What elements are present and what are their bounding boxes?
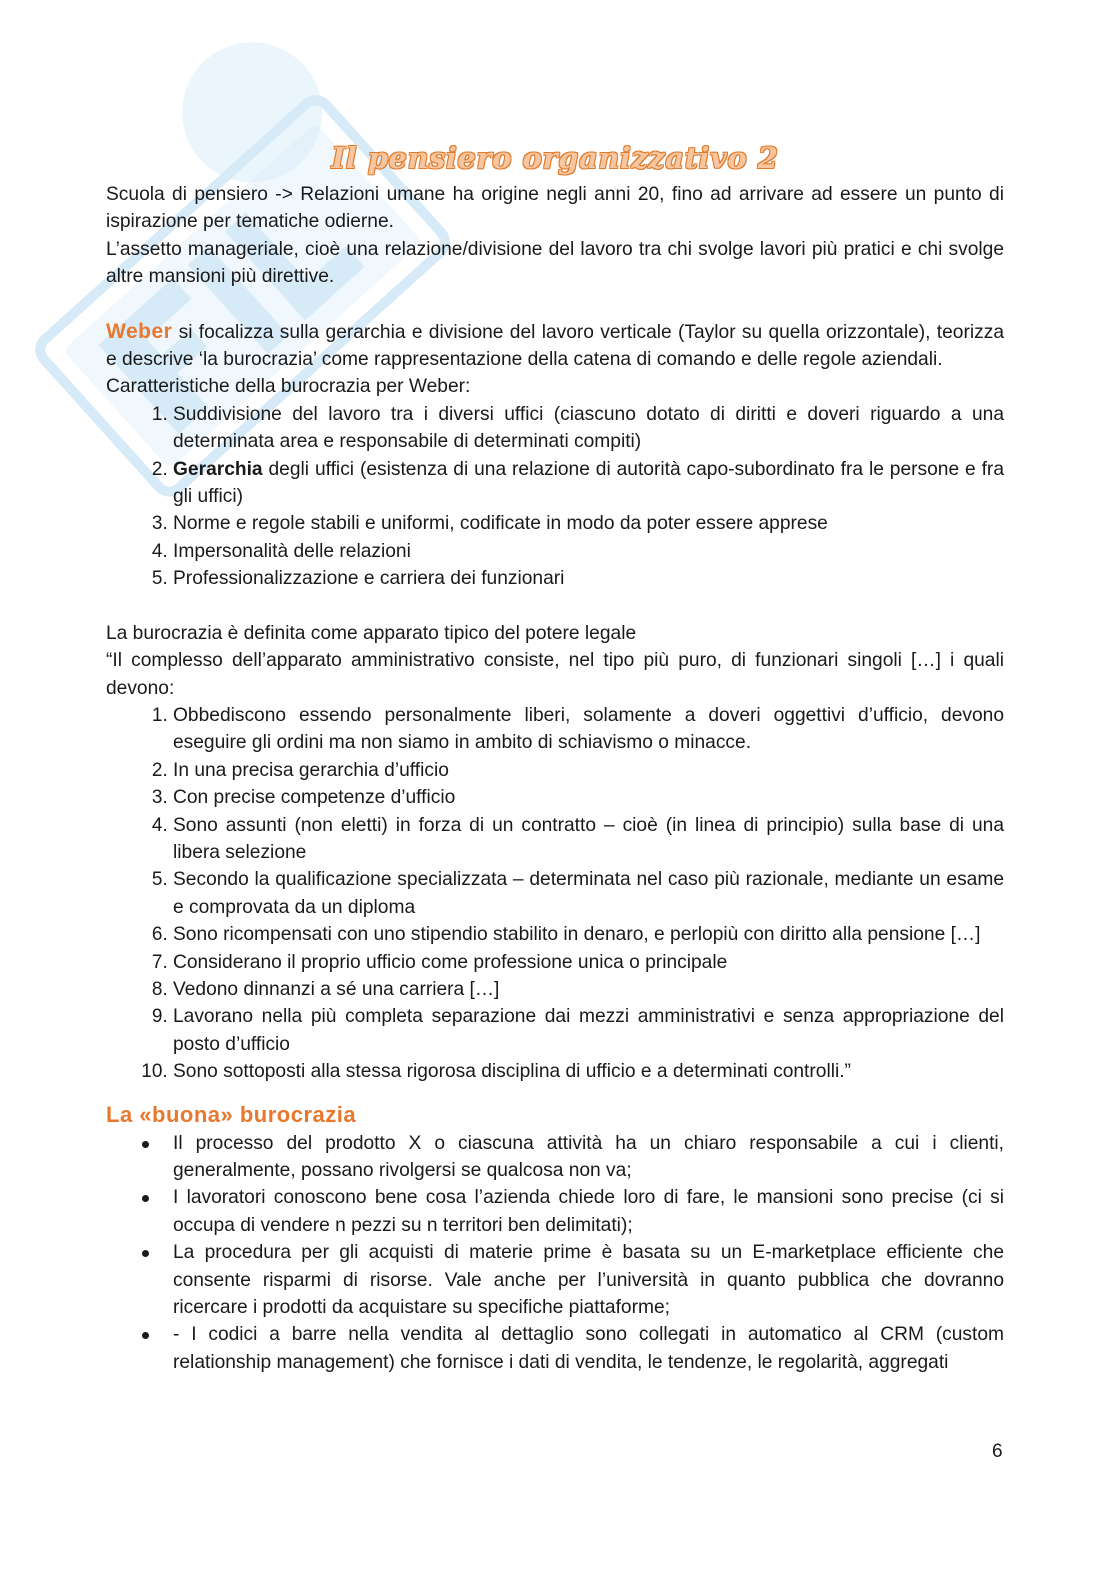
definition-quote: “Il complesso dell’apparato amministrativo consiste, nel tipo più puro, di funzionari singoli […] i quali devono: (106, 650, 1004, 699)
intro-paragraph-1: Scuola di pensiero -> Relazioni umane ha origine negli anni 20, fino ad arrivare ad essere un punto di ispirazione per tematiche odierne. (106, 184, 1004, 233)
list-item: 2. Gerarchia degli uffici (esistenza di una relazione di autorità capo-subordinato fra le persone e fra gli uffici) (173, 456, 1004, 511)
list-item: 5. Professionalizzazione e carriera dei funzionari (173, 565, 1004, 592)
weber-name: Weber (106, 319, 173, 343)
list-item: 3. Con precise competenze d’ufficio (173, 784, 1004, 811)
bullet-icon (142, 1141, 149, 1148)
definition-list (106, 702, 1004, 1086)
bullet-icon (142, 1250, 149, 1257)
list-item: 3. Norme e regole stabili e uniformi, codificate in modo da poter essere apprese (173, 510, 1004, 537)
weber-paragraph (106, 318, 1004, 374)
characteristics-intro: Caratteristiche della burocrazia per Weber: (106, 376, 471, 398)
list-item: 9. Lavorano nella più completa separazione dai mezzi amministrativi e senza appropriazione del posto d’ufficio (173, 1003, 1004, 1058)
bullet-icon (142, 1332, 149, 1339)
bullet-icon (142, 1195, 149, 1202)
list-item: Il processo del prodotto X o ciascuna attività ha un chiaro responsabile a cui i clienti, generalmente, possano rivolgersi se qualcosa non va; (173, 1130, 1004, 1185)
list-item: 7. Considerano il proprio ufficio come professione unica o principale (173, 949, 1004, 976)
list-item: 4. Sono assunti (non eletti) in forza di un contratto – cioè (in linea di principio) sulla base di una libera selezione (173, 812, 1004, 867)
list-item: 10. Sono sottoposti alla stessa rigorosa disciplina di ufficio e a determinati controlli.” (173, 1058, 1004, 1085)
section-heading-good-bureaucracy: La «buona» burocrazia (106, 1101, 357, 1127)
page-content (106, 138, 1004, 1376)
list-item: La procedura per gli acquisti di materie prime è basata su un E-marketplace efficiente che consente risparmi di risorse. Vale anche per l’università in quanto pubblica che dovranno ricercare i prodotti da acquistare su specifiche piattaforme; (173, 1239, 1004, 1321)
list-item: 8. Vedono dinnanzi a sé una carriera […] (173, 976, 1004, 1003)
intro-paragraph-2: L’assetto manageriale, cioè una relazione/divisione del lavoro tra chi svolge lavori più pratici e chi svolge altre mansioni più direttive. (106, 238, 1004, 288)
characteristics-list (106, 401, 1004, 593)
weber-text: si focalizza sulla gerarchia e divisione del lavoro verticale (Taylor su quella orizzontale), teorizza e descrive ‘la burocrazia’ come rappresentazione della catena di comando e delle regole aziendali. (106, 321, 1004, 371)
definition-line: La burocrazia è definita come apparato tipico del potere legale (106, 622, 637, 644)
list-item: 5. Secondo la qualificazione specializzata – determinata nel caso più razionale, mediante un esame e comprovata da un diploma (173, 866, 1004, 921)
list-item: I lavoratori conoscono bene cosa l’azienda chiede loro di fare, le mansioni sono precise (ci si occupa di vendere n pezzi su n territori ben delimitati); (173, 1184, 1004, 1239)
list-item: 1. Suddivisione del lavoro tra i diversi uffici (ciascuno dotato di diritti e doveri riguardo a una determinata area e responsabile di determinati compiti) (173, 401, 1004, 456)
list-item: - I codici a barre nella vendita al dettaglio sono collegati in automatico al CRM (custom relationship management) che fornisce i dati di vendita, le tendenze, le regolarità, aggregati (173, 1321, 1004, 1376)
list-item: 4. Impersonalità delle relazioni (173, 538, 1004, 565)
list-item: 2. In una precisa gerarchia d’ufficio (173, 757, 1004, 784)
list-item: 6. Sono ricompensati con uno stipendio stabilito in denaro, e perlopiù con diritto alla pensione […] (173, 921, 1004, 948)
list-item: 1. Obbediscono essendo personalmente liberi, solamente a doveri oggettivi d’ufficio, devono eseguire gli ordini ma non siamo in ambito di schiavismo o minacce. (173, 702, 1004, 757)
page-title: Il pensiero organizzativo 2 (331, 141, 779, 175)
page-number: 6 (992, 1441, 1003, 1462)
good-bureaucracy-list (106, 1130, 1004, 1377)
